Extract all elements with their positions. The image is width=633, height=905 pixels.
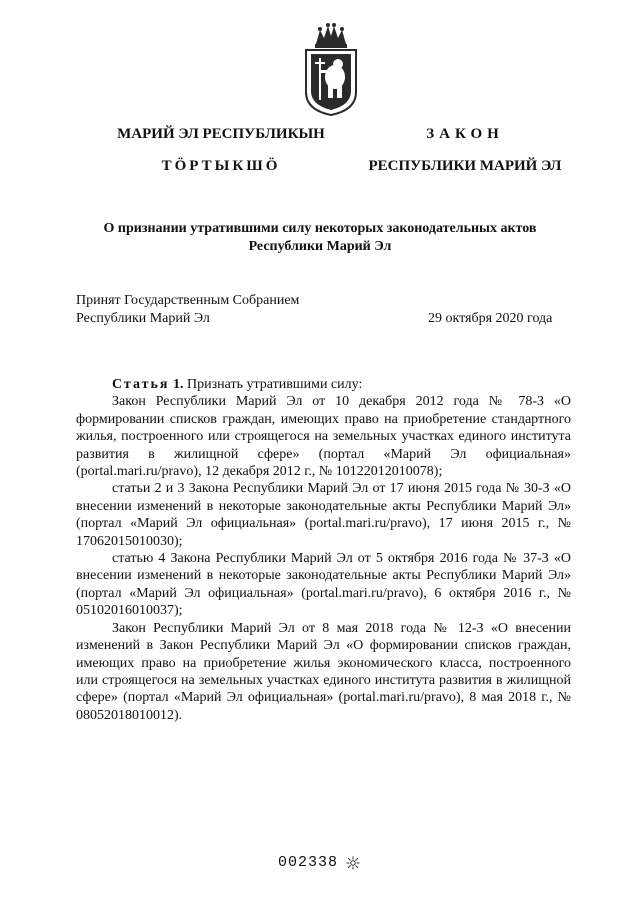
document-title — [70, 220, 570, 256]
document-title-line1: О признании утратившими силу некоторых законодательных актов — [103, 221, 537, 236]
article-item: статьи 2 и 3 Закона Республики Марий Эл от 17 июня 2015 года № 30-З «О внесении изменений в некоторые законодательные акты Республики Марий Эл» (портал «Марий Эл официальная» (portal.mari.ru/pravo), 17 июня 2015 г., № 17062015010030); — [76, 481, 571, 549]
header-left-subtitle: ТӦРТЫКШӦ — [161, 158, 281, 174]
article-item: Закон Республики Марий Эл от 10 декабря 2012 года № 78-З «О формировании списков граждан, имеющих право на приобретение стандартного жилья, построенного или строящегося на земельных участках единого института развития в жилищной сфере» (портал «Марий Эл официальная» (portal.mari.ru/pravo), 12 декабря 2012 г., № 10122012010078); — [76, 394, 571, 480]
article-number: 1. — [172, 377, 184, 392]
coat-of-arms-icon — [302, 22, 360, 116]
header-right-title: ЗАКОН — [426, 126, 504, 142]
article-item: статью 4 Закона Республики Марий Эл от 5 октября 2016 года № 37-З «О внесении изменений в некоторые законодательные акты Республики Марий Эл» (портал «Марий Эл официальная» (portal.mari.ru/pravo), 6 октября 2016 г., № 05102016010037); — [76, 551, 571, 619]
article-label: Статья — [112, 377, 170, 392]
serial-number: 002338 — [278, 854, 339, 871]
adopted-by-line2: Республики Марий Эл — [76, 311, 210, 326]
header-left-title: МАРИЙ ЭЛ РЕСПУБЛИКЫН — [117, 126, 325, 142]
document-title-line2: Республики Марий Эл — [248, 239, 392, 254]
article-intro: Признать утратившими силу: — [183, 377, 363, 392]
security-mark-icon — [346, 856, 360, 870]
article-body — [76, 376, 571, 724]
article-item: Закон Республики Марий Эл от 8 мая 2018 года № 12-З «О внесении изменений в Закон Республики Марий Эл «О формировании списков граждан, имеющих право на приобретение жилья экономического класса, построенного или строящегося на земельных участках единого института развития в жилищной сфере» (портал «Марий Эл официальная» (portal.mari.ru/pravo), 8 мая 2018 г., № 08052018010012). — [76, 620, 571, 723]
adopted-date: 29 октября 2020 года — [428, 311, 553, 326]
adopted-by-line1: Принят Государственным Собранием — [76, 293, 300, 308]
header-right-subtitle: РЕСПУБЛИКИ МАРИЙ ЭЛ — [368, 158, 562, 174]
article-heading — [76, 376, 571, 393]
